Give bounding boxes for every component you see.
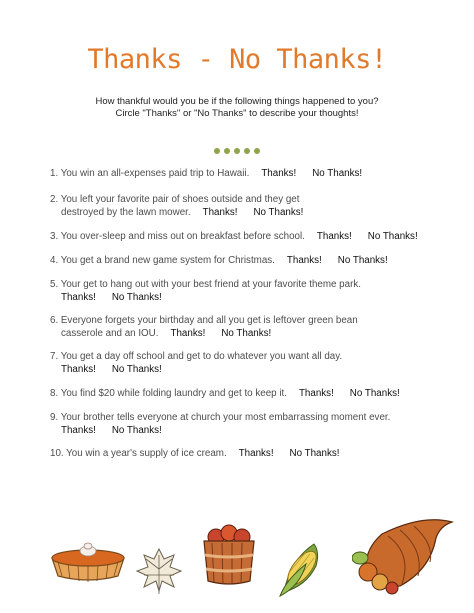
no-thanks-option[interactable]: No Thanks! — [111, 363, 162, 375]
list-item — [50, 231, 418, 244]
thanks-option[interactable]: Thanks! — [238, 448, 274, 459]
no-thanks-option[interactable]: No Thanks! — [367, 231, 418, 242]
question-text: 10. You win a year's supply of ice cream. — [50, 448, 227, 459]
leaf-icon — [134, 545, 184, 595]
dot — [234, 148, 240, 154]
thanks-option[interactable]: Thanks! — [286, 255, 322, 266]
instructions-line-1: How thankful would you be if the following things happened to you? — [95, 96, 379, 107]
list-item — [50, 168, 362, 181]
page-title: Thanks - No Thanks! — [87, 44, 387, 75]
question-text: 7. You get a day off school and get to do whatever you want all day. — [50, 351, 343, 362]
no-thanks-option[interactable]: No Thanks! — [253, 206, 304, 218]
thanks-option[interactable]: Thanks! — [170, 327, 206, 339]
question-text: 1. You win an all-expenses paid trip to Hawaii. — [50, 168, 250, 179]
list-item — [50, 315, 358, 340]
thanks-option[interactable]: Thanks! — [261, 168, 297, 179]
question-text: 2. You left your favorite pair of shoes outside and they get — [50, 194, 300, 205]
thanks-option[interactable]: Thanks! — [61, 363, 96, 375]
question-text: 4. You get a brand new game system for Christmas. — [50, 255, 275, 266]
no-thanks-option[interactable]: No Thanks! — [111, 424, 162, 436]
thanks-option[interactable]: Thanks! — [61, 424, 96, 436]
dot — [254, 148, 260, 154]
no-thanks-option[interactable]: No Thanks! — [349, 388, 400, 399]
apple-basket-icon — [198, 523, 260, 587]
list-item — [50, 412, 390, 437]
instructions-line-2: Circle "Thanks" or "No Thanks" to describe your thoughts! — [115, 108, 359, 119]
no-thanks-option[interactable]: No Thanks! — [312, 168, 363, 179]
dot — [244, 148, 250, 154]
dot — [214, 148, 220, 154]
pie-icon — [48, 536, 128, 584]
list-item — [50, 279, 361, 304]
question-text-continued: casserole and an IOU. — [61, 327, 159, 339]
cornucopia-icon — [352, 514, 456, 596]
list-item — [50, 194, 303, 219]
question-text: 8. You find $20 while folding laundry and get to keep it. — [50, 388, 287, 399]
thanks-option[interactable]: Thanks! — [202, 206, 238, 218]
list-item — [50, 351, 342, 376]
list-item — [50, 255, 388, 268]
no-thanks-option[interactable]: No Thanks! — [221, 327, 272, 339]
thanks-option[interactable]: Thanks! — [316, 231, 352, 242]
thanks-option[interactable]: Thanks! — [61, 291, 96, 303]
list-item — [50, 388, 400, 401]
divider-dots — [0, 141, 474, 159]
no-thanks-option[interactable]: No Thanks! — [337, 255, 388, 266]
question-text: 3. You over-sleep and miss out on breakfast before school. — [50, 231, 305, 242]
instructions — [0, 96, 474, 120]
thanks-option[interactable]: Thanks! — [298, 388, 334, 399]
list-item — [50, 448, 339, 461]
no-thanks-option[interactable]: No Thanks! — [289, 448, 340, 459]
question-text-continued: destroyed by the lawn mower. — [61, 206, 191, 218]
dot — [224, 148, 230, 154]
corn-icon — [276, 540, 326, 598]
question-text: 6. Everyone forgets your birthday and all you get is leftover green bean — [50, 315, 358, 326]
no-thanks-option[interactable]: No Thanks! — [111, 291, 162, 303]
question-text: 9. Your brother tells everyone at church your most embarrassing moment ever. — [50, 412, 391, 423]
question-text: 5. Your get to hang out with your best friend at your favorite theme park. — [50, 279, 361, 290]
